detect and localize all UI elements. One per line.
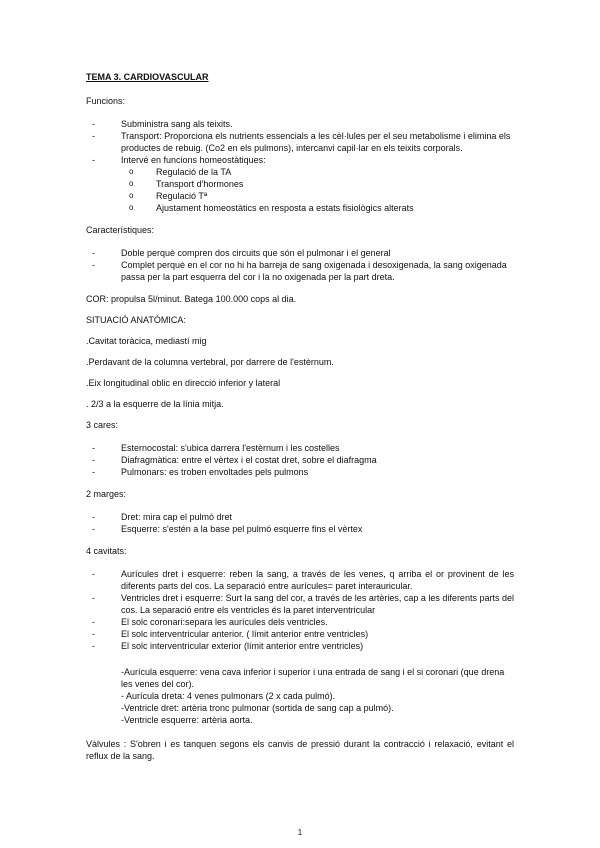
marges-heading: 2 marges: xyxy=(86,489,127,499)
list-item: - Dret: mira cap el pulmó dret xyxy=(86,511,514,523)
sublist-item: o Transport d'hormones xyxy=(129,178,514,190)
list-item: - Doble perquè compren dos circuits que són el pulmonar i el general xyxy=(86,247,514,259)
homeostatic-sublist xyxy=(121,166,514,214)
cavitats-list xyxy=(86,568,514,652)
detail-line: - Aurícula dreta: 4 venes pulmonars (2 x cada pulmó). xyxy=(121,691,336,701)
list-item: - El solc coronari:separa les aurícules dels ventricles. xyxy=(86,616,514,628)
list-item: - Esquerre: s'estén a la base pel pulmó esquerre fins el vèrtex xyxy=(86,523,514,535)
list-item: - Ventricles dret i esquerre: Surt la sang del cor, a través de les artèries, cap a les diferents parts del cos. La separació entre els ventricles és la paret interventricular xyxy=(86,592,514,616)
situacio-line: .Perdavant de la columna vertebral, por darrere de l'estèrnum. xyxy=(86,357,334,367)
detail-line: -Ventricle esquerre: artèria aorta. xyxy=(121,715,253,725)
caracteristiques-heading: Característiques: xyxy=(86,225,155,235)
cavitats-heading: 4 cavitats: xyxy=(86,546,127,556)
sublist-item: o Ajustament homeostàtics en resposta a estats fisiològics alterats xyxy=(129,202,514,214)
list-item: - Pulmonars: es troben envoltades pels pulmons xyxy=(86,466,514,478)
detail-line: -Aurícula esquerre: vena cava inferior i superior i una entrada de sang i el si coronari (que drena les venes del cor). xyxy=(121,667,505,689)
list-item: - Subministra sang als teixits. xyxy=(86,118,514,130)
list-item: - Diafragmàtica: entre el vèrtex i el costat dret, sobre el diafragma xyxy=(86,454,514,466)
list-item: - Esternocostal: s'ubica darrera l'estèrnum i les costelles xyxy=(86,442,514,454)
marges-list xyxy=(86,511,514,535)
cares-heading: 3 cares: xyxy=(86,420,119,430)
situacio-heading: SITUACIÓ ANATÒMICA: xyxy=(86,315,186,325)
cavitats-details xyxy=(121,666,514,726)
situacio-line: .Cavitat toràcica, mediastí mig xyxy=(86,336,207,346)
funcions-heading: Funcions: xyxy=(86,96,126,106)
situacio-line: . 2/3 a la esquerre de la línia mitja. xyxy=(86,399,224,409)
page-content xyxy=(86,71,514,771)
page-number: 1 xyxy=(297,828,303,837)
list-item: - Transport: Proporciona els nutrients essencials a les cèl·lules per el seu metabolisme i elimina els productes de rebuig. (Co2 en els pulmons), intercanvi capil·lar en els teixits corporals. xyxy=(86,130,514,154)
cor-line: COR: propulsa 5l/minut. Batega 100.000 cops al dia. xyxy=(86,294,297,304)
list-item-label: Intervé en funcions homeostàtiques: xyxy=(121,155,266,165)
detail-line: -Ventricle dret: artèria tronc pulmonar (sortida de sang cap a pulmó). xyxy=(121,703,394,713)
sublist-item: o Regulació Tª xyxy=(129,190,514,202)
list-item xyxy=(86,154,514,214)
list-item: - Aurícules dret i esquerre: reben la sang, a través de les venes, q arriba el or provinent de les diferents parts del cos. La separació entre aurícules= paret interauricular. xyxy=(86,568,514,592)
valvules-paragraph: Vàlvules : S'obren i es tanquen segons els canvis de pressió durant la contracció i relaxació, evitant el reflux de la sang. xyxy=(86,739,514,761)
list-item: - El solc interventricular exterior (límit anterior entre ventricles) xyxy=(86,640,514,652)
funcions-list xyxy=(86,118,514,214)
list-item: - Complet perquè en el cor no hi ha barreja de sang oxigenada i desoxigenada, la sang oxigenada passa per la part esquerra del cor i la no oxigenada per la part dreta. xyxy=(86,259,514,283)
caracteristiques-list xyxy=(86,247,514,283)
situacio-line: .Eix longitudinal oblic en direcció inferior y lateral xyxy=(86,378,281,388)
sublist-item: o Regulació de la TA xyxy=(129,166,514,178)
cares-list xyxy=(86,442,514,478)
document-title: TEMA 3. CARDIOVASCULAR xyxy=(86,72,209,82)
list-item: - El solc interventricular anterior. ( límit anterior entre ventricles) xyxy=(86,628,514,640)
